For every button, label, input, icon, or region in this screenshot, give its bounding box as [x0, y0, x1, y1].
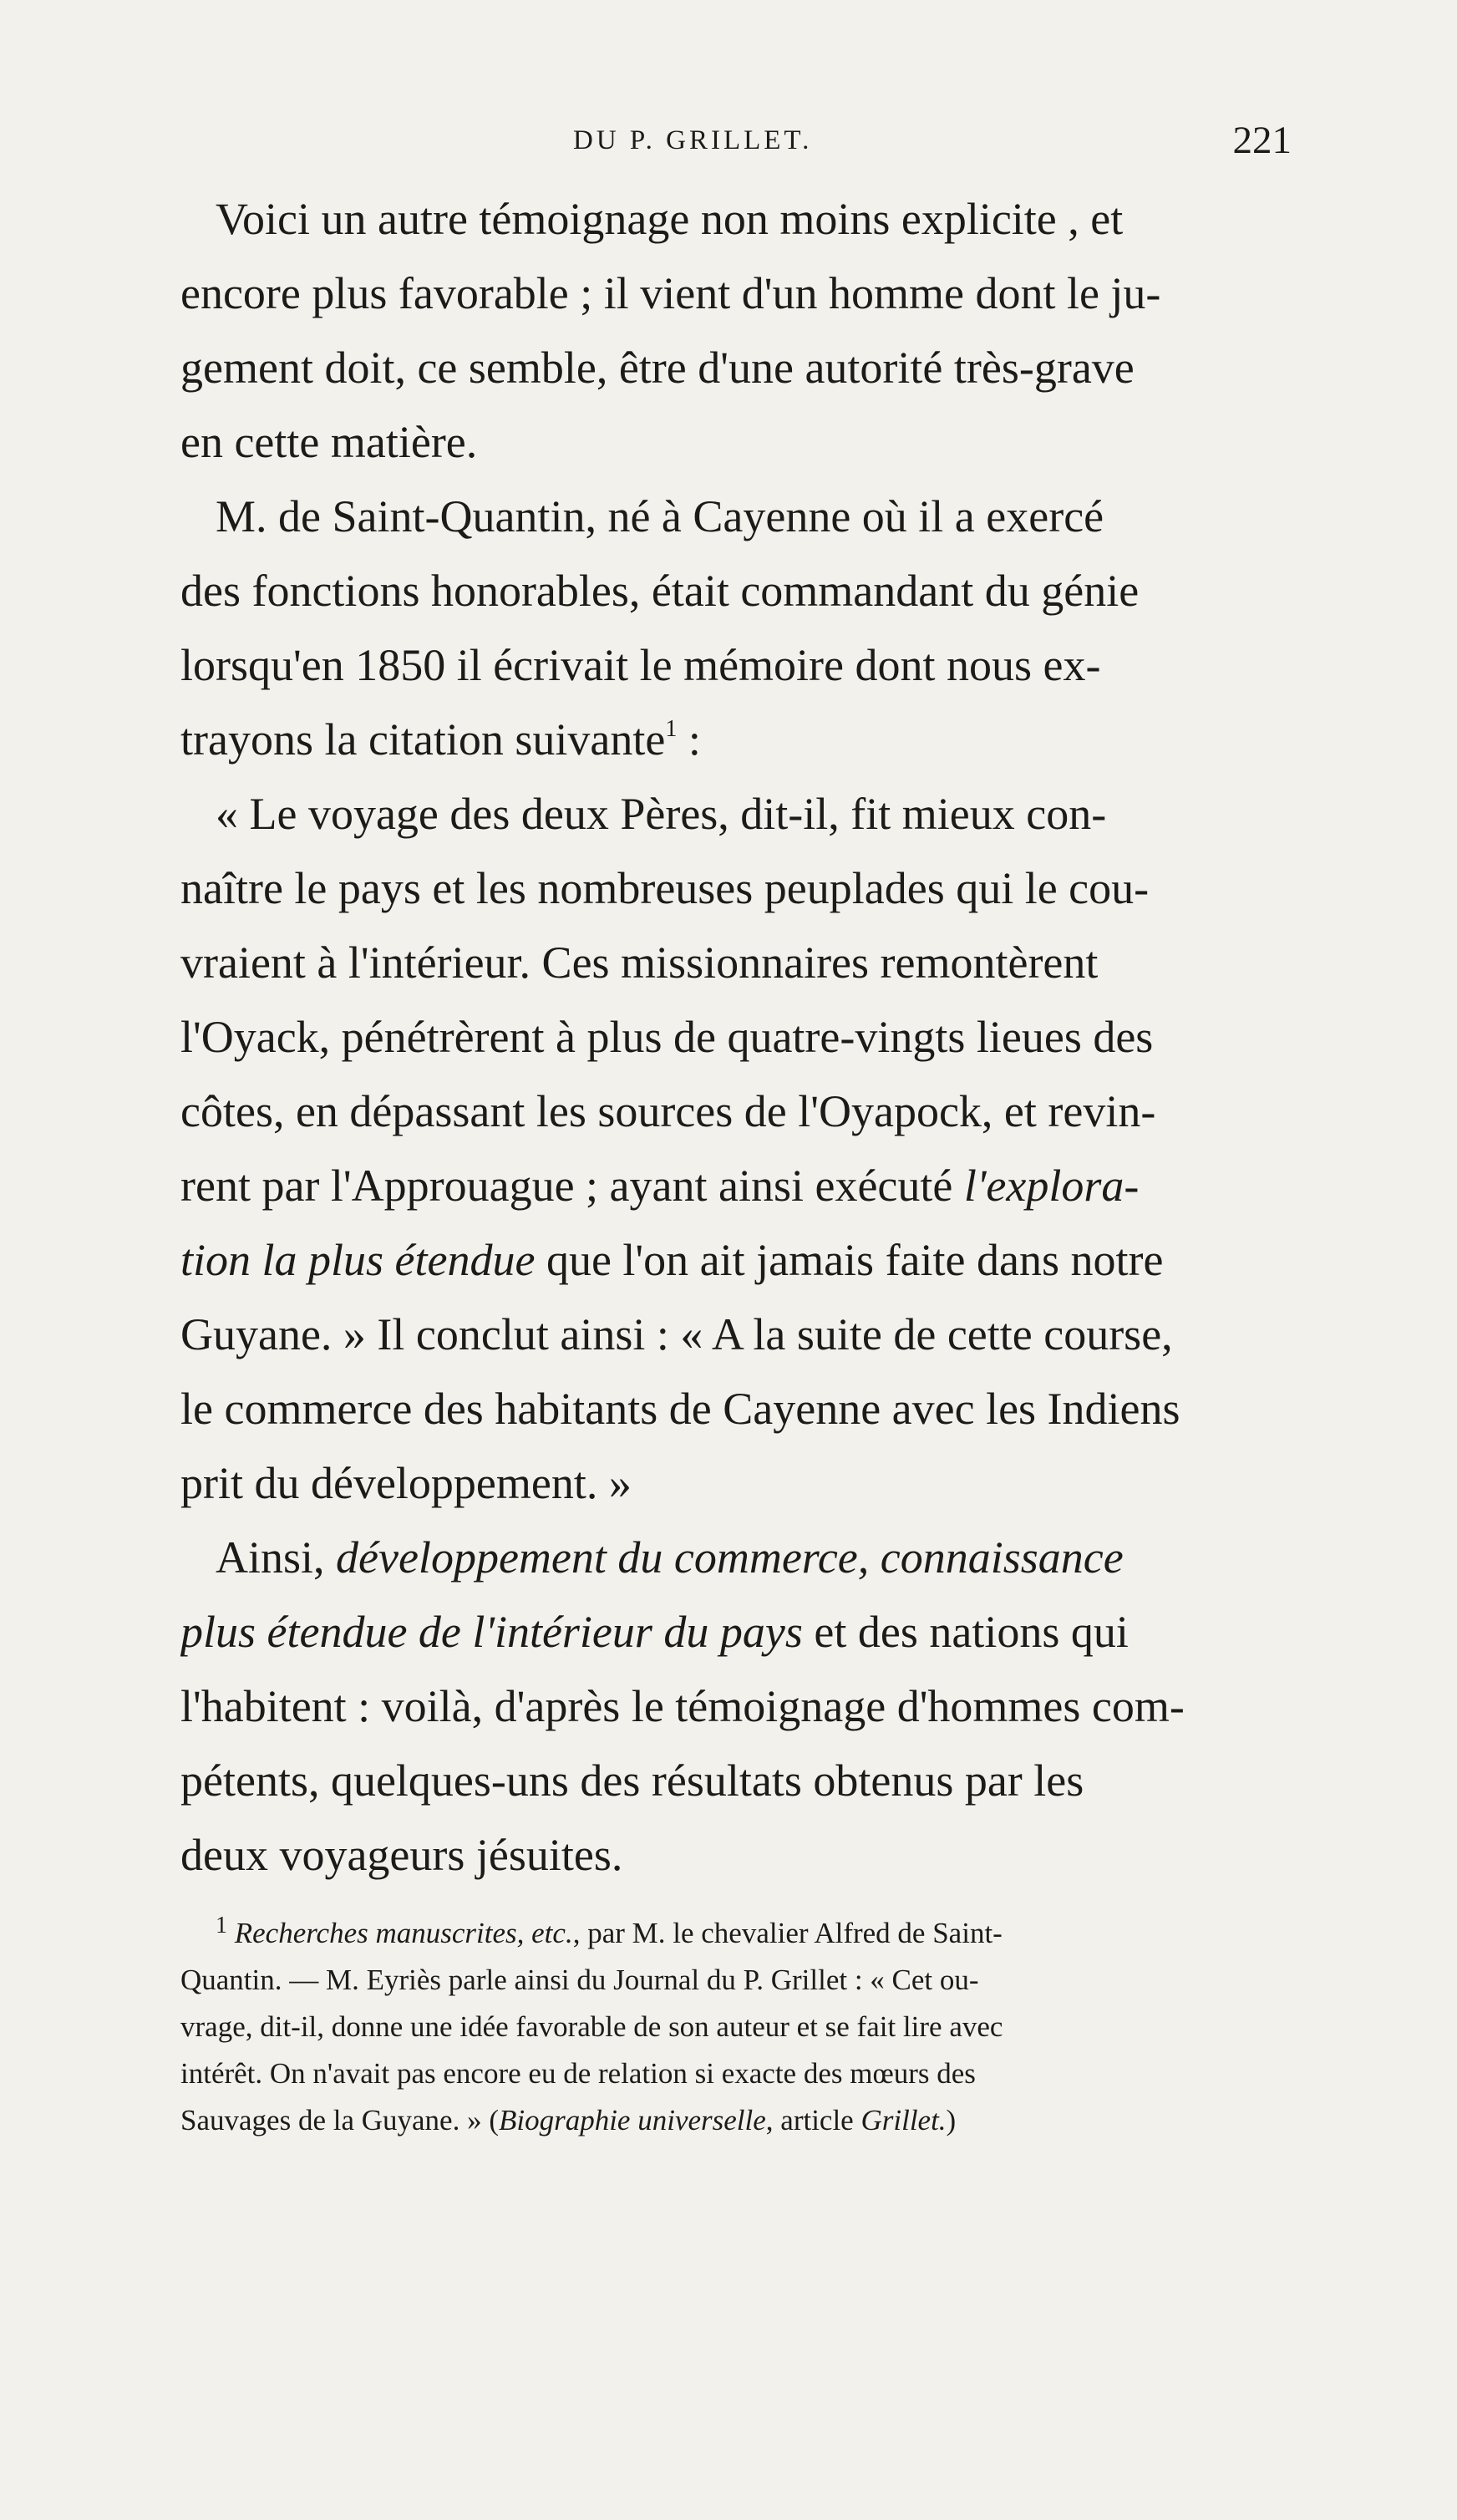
- page-header: [180, 115, 1292, 165]
- running-head: DU P. GRILLET.: [573, 125, 813, 155]
- text-line: lorsqu'en 1850 il écrivait le mémoire dont nous ex-: [180, 640, 1101, 690]
- text-line: pétents, quelques-uns des résultats obtenus par les: [180, 1755, 1084, 1806]
- text-line: deux voyageurs jésuites.: [180, 1830, 623, 1880]
- text-line: l'Oyack, pénétrèrent à plus de quatre-vingts lieues des: [180, 1012, 1154, 1062]
- text-line: « Le voyage des deux Pères, dit-il, fit mieux con-: [216, 789, 1107, 839]
- text-line: vraient à l'intérieur. Ces missionnaires remontèrent: [180, 937, 1099, 988]
- italic-emphasis: plus étendue de l'intérieur du pays: [180, 1607, 803, 1657]
- text-line: rent par l'Approuague ; ayant ainsi exécuté l'explora-: [180, 1161, 1140, 1211]
- text-line: l'habitent : voilà, d'après le témoignage d'hommes com-: [180, 1681, 1185, 1731]
- text-line: en cette matière.: [180, 417, 478, 467]
- text-line: des fonctions honorables, était commandant du génie: [180, 566, 1140, 616]
- italic-emphasis: tion la plus étendue: [180, 1235, 536, 1285]
- text-line: trayons la citation suivante$^1$ :: [180, 714, 701, 765]
- footnote-line: Sauvages de la Guyane. » (Biographie universelle, article Grillet.): [180, 2104, 957, 2136]
- footnote-line: intérêt. On n'avait pas encore eu de relation si exacte des mœurs des: [180, 2057, 976, 2090]
- footnote-line: $^1$ Recherches manuscrites, etc., par M. le chevalier Alfred de Saint-: [216, 1913, 1003, 1949]
- text-line: M. de Saint-Quantin, né à Cayenne où il a exercé: [216, 491, 1104, 541]
- text-line: tion la plus étendue que l'on ait jamais faite dans notre: [180, 1235, 1164, 1285]
- text-line: naître le pays et les nombreuses peuplades qui le cou-: [180, 863, 1150, 913]
- body-text: [180, 182, 1292, 1893]
- footnote-number: 1: [216, 1913, 227, 1938]
- text-line: prit du développement. »: [180, 1458, 632, 1508]
- text-line: Ainsi, développement du commerce, connaissance: [216, 1532, 1124, 1583]
- text-line: plus étendue de l'intérieur du pays et des nations qui: [180, 1607, 1129, 1657]
- footnote-line: Quantin. — M. Eyriès parle ainsi du Journal du P. Grillet : « Cet ou-: [180, 1964, 979, 1996]
- italic-emphasis: l'explora-: [963, 1161, 1140, 1211]
- page-number: 221: [1232, 119, 1292, 162]
- text-line: encore plus favorable ; il vient d'un homme dont le ju-: [180, 268, 1161, 318]
- footnote-reference: 1: [665, 716, 678, 742]
- footnote-line: vrage, dit-il, donne une idée favorable de son auteur et se fait lire avec: [180, 2010, 1003, 2043]
- text-line: gement doit, ce semble, être d'une autorité très-grave: [180, 343, 1135, 393]
- text-line: Voici un autre témoignage non moins explicite , et: [216, 194, 1124, 244]
- text-line: Guyane. » Il conclut ainsi : « A la suite de cette course,: [180, 1309, 1173, 1359]
- text-line: le commerce des habitants de Cayenne avec les Indiens: [180, 1384, 1180, 1434]
- italic-emphasis: développement du commerce, connaissance: [336, 1532, 1124, 1583]
- footnote: [180, 1910, 1292, 2144]
- text-line: côtes, en dépassant les sources de l'Oyapock, et revin-: [180, 1086, 1156, 1136]
